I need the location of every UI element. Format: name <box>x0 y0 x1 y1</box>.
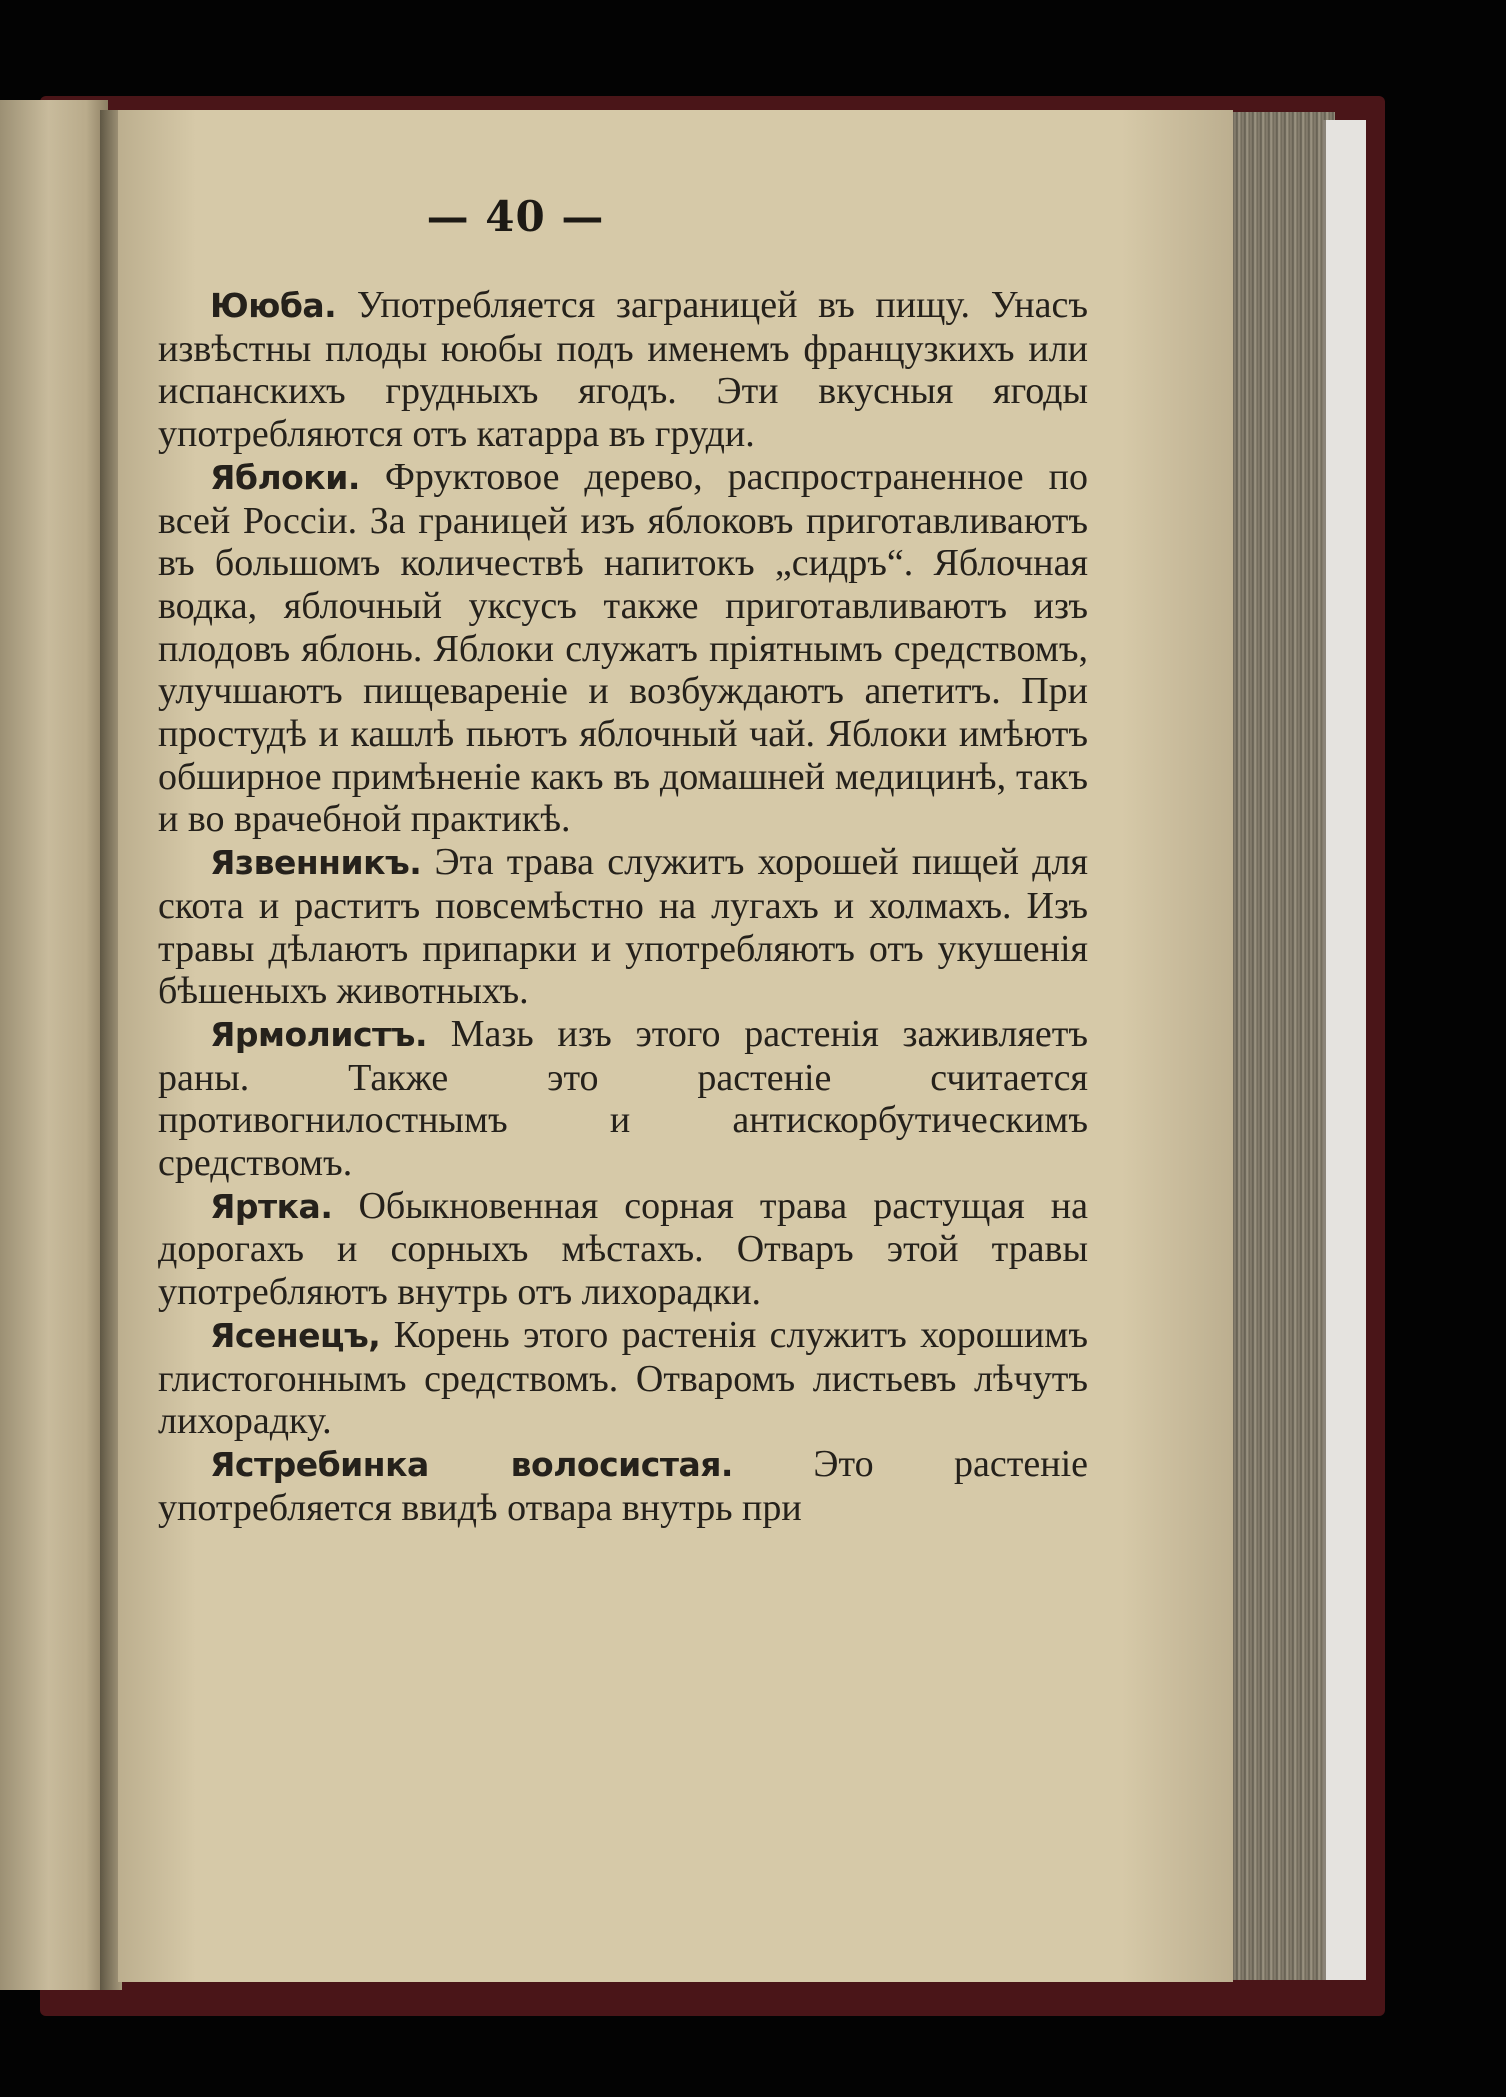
entry-anthyllis <box>158 841 1088 1013</box>
entry-term: Яртка. <box>210 1186 333 1226</box>
entry-term: Ярмолистъ. <box>210 1014 427 1054</box>
entry-jujube <box>158 284 1088 456</box>
entry-yarrow <box>158 1013 1088 1185</box>
entry-term: Ююба. <box>210 286 337 325</box>
entry-text: Корень этого растенiя служитъ хорошимъ глистогоннымъ средствомъ. Отваромъ листьевъ лѣчутъ лихорадку. <box>158 1313 1088 1443</box>
entry-term: Яблоки. <box>210 457 360 497</box>
left-page-edge <box>0 100 108 1990</box>
page-edges <box>1225 112 1335 1980</box>
entry-text: Обыкновенная сорная трава растущая на дорогахъ и сорныхъ мѣстахъ. Отваръ этой травы употребляютъ внутрь отъ лихорадки. <box>158 1184 1088 1314</box>
entry-text: Мазь изъ этого растенiя заживляетъ раны. Также это растенiе считается противогнилостнымъ и антискорбутическимъ средствомъ. <box>158 1012 1088 1185</box>
entry-text: Фруктовое дерево, распространенное по всей Россiи. За границей изъ яблоковъ приготавливаютъ въ большомъ количествѣ напитокъ „сидръ“. Яблочная водка, яблочный уксусъ также приготавливаютъ изъ плодовъ яблонь. Яблоки служатъ прiятнымъ средствомъ, улучшаютъ пищеваренiе и возбуждаютъ апетитъ. При простудѣ и кашлѣ пьютъ яблочный чай. Яблоки имѣютъ обширное примѣненiе какъ въ домашней медицинѣ, такъ и во врачебной практикѣ. <box>158 455 1088 841</box>
entry-apples <box>158 456 1088 841</box>
entry-text: Употребляется заграницей въ пищу. Унасъ извѣстны плоды ююбы подъ именемъ французкихъ или испанскихъ грудныхъ ягодъ. Эти вкусныя ягоды употребляются отъ катарра въ груди. <box>158 284 1088 456</box>
entry-hawkweed <box>158 1443 1088 1529</box>
entry-term: Ясенецъ, <box>210 1315 381 1355</box>
book-page <box>118 110 1233 1982</box>
entry-yartka <box>158 1185 1088 1314</box>
entry-text: Эта трава служитъ хорошей пищей для скота и раститъ повсемѣстно на лугахъ и холмахъ. Изъ травы дѣлаютъ припарки и употребляютъ отъ укушенiя бѣшеныхъ животныхъ. <box>158 841 1088 1013</box>
entry-term: Ястребинка волосистая. <box>210 1444 733 1484</box>
entry-yasenets <box>158 1314 1088 1443</box>
page-text <box>158 284 1088 1529</box>
page-number: — 40 — <box>426 192 605 241</box>
entry-term: Язвенникъ. <box>210 843 422 883</box>
entry-text: Это растенiе употребляется ввидѣ отвара внутрь при <box>158 1442 1088 1529</box>
page-block-edge <box>1323 120 1366 1980</box>
